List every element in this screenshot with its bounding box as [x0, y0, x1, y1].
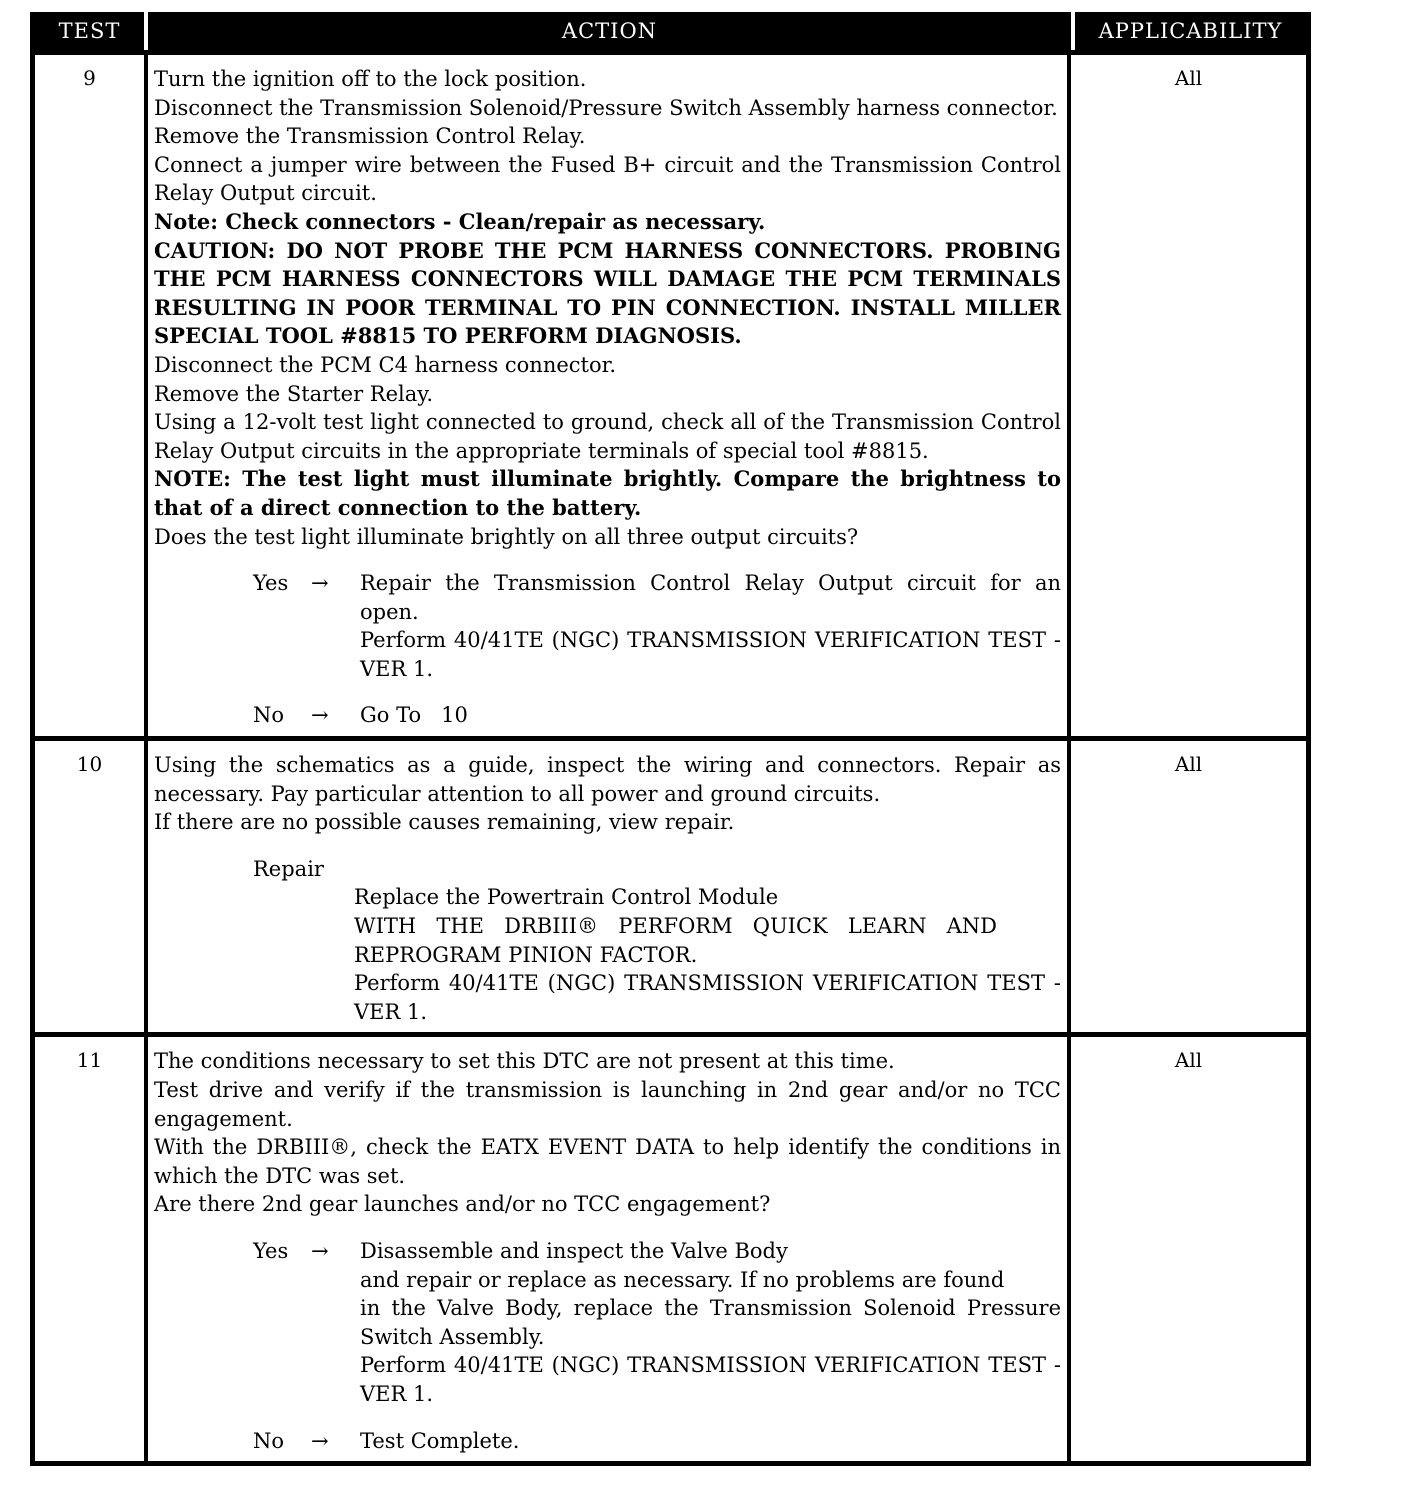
action-line: Test drive and verify if the transmission is launching in 2nd gear and/or no TCC engagement.	[154, 1078, 1061, 1131]
response-line: in the Valve Body, replace the Transmission Solenoid Pressure Switch Assembly.	[360, 1296, 1061, 1349]
diagnostic-table	[30, 12, 1311, 1466]
action-cell	[144, 55, 1071, 736]
arrow-right-icon: →	[311, 1238, 329, 1263]
no-label: No	[253, 1428, 285, 1453]
action-line: Remove the Transmission Control Relay.	[154, 124, 586, 149]
no-label: No	[253, 703, 285, 728]
header-applicability: APPLICABILITY	[1071, 12, 1306, 50]
action-cell	[144, 741, 1071, 1032]
response-line: Repair the Transmission Control Relay Output circuit for an open.	[360, 571, 1061, 624]
action-line: Turn the ignition off to the lock position.	[154, 67, 587, 91]
applicability-cell: All	[1174, 1048, 1203, 1073]
yes-label: Yes	[253, 571, 289, 596]
response-line: Perform 40/41TE (NGC) TRANSMISSION VERIFICATION TEST - VER 1.	[360, 628, 1061, 681]
yes-label: Yes	[253, 1238, 289, 1263]
question-line: Are there 2nd gear launches and/or no TCC engagement?	[154, 1192, 771, 1217]
action-line: Connect a jumper wire between the Fused B+ circuit and the Transmission Control Relay Output circuit.	[154, 152, 1061, 206]
repair-label: Repair	[253, 856, 324, 881]
action-line: Remove the Starter Relay.	[154, 381, 434, 406]
no-response	[154, 701, 1061, 730]
caution-line: CAUTION: DO NOT PROBE THE PCM HARNESS CONNECTORS. PROBING THE PCM HARNESS CONNECTORS WILL DAMAGE THE PCM TERMINALS RESULTING IN POOR TERMINAL TO PIN CONNECTION. INSTALL MILLER SPECIAL TOOL #8815 TO PERFORM DIAGNOSIS.	[154, 237, 1061, 349]
table-row-test-11	[35, 1032, 1306, 1461]
action-line: With the DRBIII®, check the EATX EVENT DATA to help identify the conditions in which the DTC was set.	[154, 1135, 1061, 1188]
response-line: Disassemble and inspect the Valve Body	[360, 1238, 788, 1263]
repair-line: WITH THE DRBIII® PERFORM QUICK LEARN AND REPROGRAM PINION FACTOR.	[354, 914, 997, 967]
response-line: Go To 10	[360, 703, 468, 728]
action-line: Disconnect the Transmission Solenoid/Pressure Switch Assembly harness connector.	[154, 95, 1058, 120]
table-row-test-9	[35, 50, 1306, 736]
arrow-right-icon: →	[311, 571, 329, 596]
yes-response	[154, 569, 1061, 683]
no-response	[154, 1427, 1061, 1456]
response-line: Test Complete.	[360, 1428, 520, 1453]
header-action: ACTION	[144, 12, 1071, 50]
repair-line: Perform 40/41TE (NGC) TRANSMISSION VERIFICATION TEST - VER 1.	[354, 971, 1061, 1024]
action-line: The conditions necessary to set this DTC are not present at this time.	[154, 1049, 895, 1074]
applicability-cell: All	[1174, 66, 1203, 90]
repair-instructions	[354, 883, 1061, 1026]
arrow-right-icon: →	[311, 703, 329, 728]
yes-response	[154, 1237, 1061, 1409]
action-line: Using a 12-volt test light connected to ground, check all of the Transmission Control Relay Output circuits in the appropriate terminals of special tool #8815.	[154, 410, 1061, 463]
action-cell	[144, 1037, 1071, 1461]
response-line: Perform 40/41TE (NGC) TRANSMISSION VERIFICATION TEST - VER 1.	[360, 1353, 1061, 1406]
test-number: 11	[76, 1048, 103, 1073]
repair-line: Replace the Powertrain Control Module	[354, 885, 779, 910]
arrow-right-icon: →	[311, 1428, 329, 1453]
header-test: TEST	[58, 19, 121, 43]
action-line: Disconnect the PCM C4 harness connector.	[154, 352, 617, 377]
table-row-test-10	[35, 736, 1306, 1032]
test-number: 9	[83, 66, 96, 90]
test-number: 10	[76, 752, 103, 777]
action-line: If there are no possible causes remaining, view repair.	[154, 810, 735, 835]
note-line: NOTE: The test light must illuminate brightly. Compare the brightness to that of a direct connection to the battery.	[154, 466, 1061, 520]
question-line: Does the test light illuminate brightly on all three output circuits?	[154, 524, 859, 549]
note-line: Note: Check connectors - Clean/repair as necessary.	[154, 208, 766, 234]
action-line: Using the schematics as a guide, inspect the wiring and connectors. Repair as necessary. Pay particular attention to all power and ground circuits.	[154, 753, 1061, 806]
response-line: and repair or replace as necessary. If no problems are found	[360, 1267, 1005, 1292]
table-header	[35, 12, 1306, 50]
applicability-cell: All	[1174, 752, 1203, 777]
